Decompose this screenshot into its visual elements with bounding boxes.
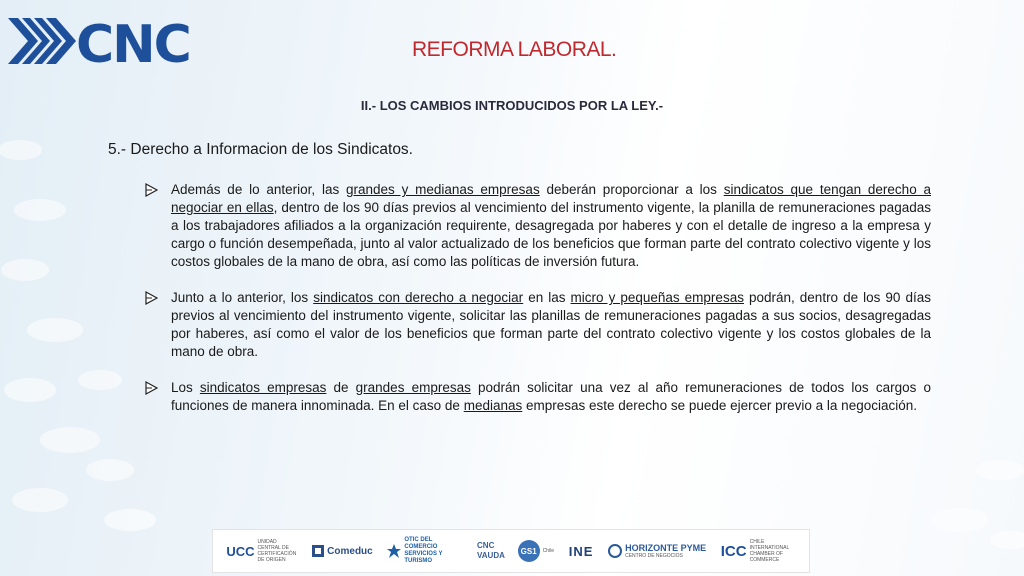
underlined-term: sindicatos que tengan derecho a negociar en ellas [171, 182, 931, 215]
ine-logo [569, 544, 594, 559]
ucc-logo-subtext: UNIDAD CENTRAL DE CERTIFICACIÓN DE ORIGEN [257, 539, 297, 563]
bullet-list [145, 181, 931, 433]
underlined-term: grandes y medianas empresas [346, 182, 540, 197]
bullet-text: de [326, 380, 356, 395]
bullet-text: podrán, dentro de los 90 días previos al vencimiento del instrumento vigente, solicitar las planillas de remuneraciones pagadas a sus socios, desagregadas por haberes, así como el valor de los beneficios que forman parte del contrato colectivo vigente y los costos globales de la mano de obra. [171, 290, 931, 359]
partner-logos-footer [212, 529, 810, 573]
arrow-bullet-icon [145, 291, 158, 305]
otic-logo [387, 537, 462, 565]
list-item [145, 289, 931, 361]
horizonte-logo-text-group [625, 544, 706, 559]
horizonte-logo-text: HORIZONTE PYME [625, 542, 707, 553]
underlined-term: medianas [463, 398, 523, 413]
bullet-text: Además de lo anterior, las [171, 182, 346, 197]
comeduc-logo-text: Comeduc [327, 545, 373, 557]
icc-logo-subtext: CHILE INTERNATIONAL CHAMBER OF COMMERCE [749, 539, 790, 563]
bullet-text: Junto a lo anterior, los [171, 290, 314, 305]
arrow-bullet-icon [145, 183, 158, 197]
horizonte-pyme-logo [608, 544, 706, 559]
bullet-text: podrán solicitar una vez al año remuneraciones de todos los cargos o funciones de manera innominada. En el caso de [171, 380, 931, 413]
ucc-logo-text: UCC [226, 543, 255, 559]
ine-logo-text: INE [568, 543, 594, 559]
underlined-term: sindicatos con derecho a negociar [313, 290, 524, 305]
list-item [145, 379, 931, 415]
bullet-text: empresas este derecho se puede ejercer previo a la negociación. [522, 398, 917, 413]
star-figure-icon [387, 544, 401, 558]
horizonte-logo-subtext: CENTRO DE NEGOCIOS [625, 552, 683, 559]
comeduc-mark-icon [312, 545, 324, 557]
gs1-badge: GS1 [518, 540, 540, 562]
list-item [145, 181, 931, 271]
cnc-vauda-logo-text: CNC VAUDA [477, 541, 505, 560]
comeduc-logo [312, 545, 373, 557]
cnc-logo [4, 12, 240, 70]
section-heading: 5.- Derecho a Informacion de los Sindicatos. [108, 141, 413, 158]
underlined-term: sindicatos empresas [199, 380, 327, 395]
bullet-text: Los [171, 380, 200, 395]
icc-logo-text: ICC [720, 542, 747, 560]
arrow-bullet-icon [145, 381, 158, 395]
gs1-logo [518, 540, 554, 562]
otic-logo-text: OTIC DEL COMERCIO SERVICIOS Y TURISMO [404, 537, 443, 564]
cnc-vauda-logo [477, 541, 503, 561]
bullet-text: deberán proporcionar a los [539, 182, 724, 197]
gs1-logo-subtext: Chile [542, 548, 555, 554]
horizonte-mark-icon [608, 544, 622, 558]
underlined-term: micro y pequeñas empresas [570, 290, 744, 305]
ucc-logo [226, 539, 297, 563]
underlined-term: grandes empresas [355, 380, 471, 395]
bullet-text: , dentro de los 90 días previos al vencimiento del instrumento vigente, la planilla de remuneraciones pagadas a los trabajadores afiliados a la organización requirente, desagregada por haberes y con el detalle de ingreso a la empresa y cargo o función desempeñada, junto al valor actualizado de los beneficios que forman parte del contrato colectivo vigente y los costos globales de la mano de obra, así como las políticas de inversión futura. [171, 200, 931, 269]
bullet-text: en las [523, 290, 571, 305]
icc-logo [721, 539, 796, 563]
page-title: REFORMA LABORAL. [412, 38, 617, 61]
svg-text:CNC: CNC [76, 15, 190, 70]
section-subtitle: II.- LOS CAMBIOS INTRODUCIDOS POR LA LEY.- [360, 98, 664, 113]
